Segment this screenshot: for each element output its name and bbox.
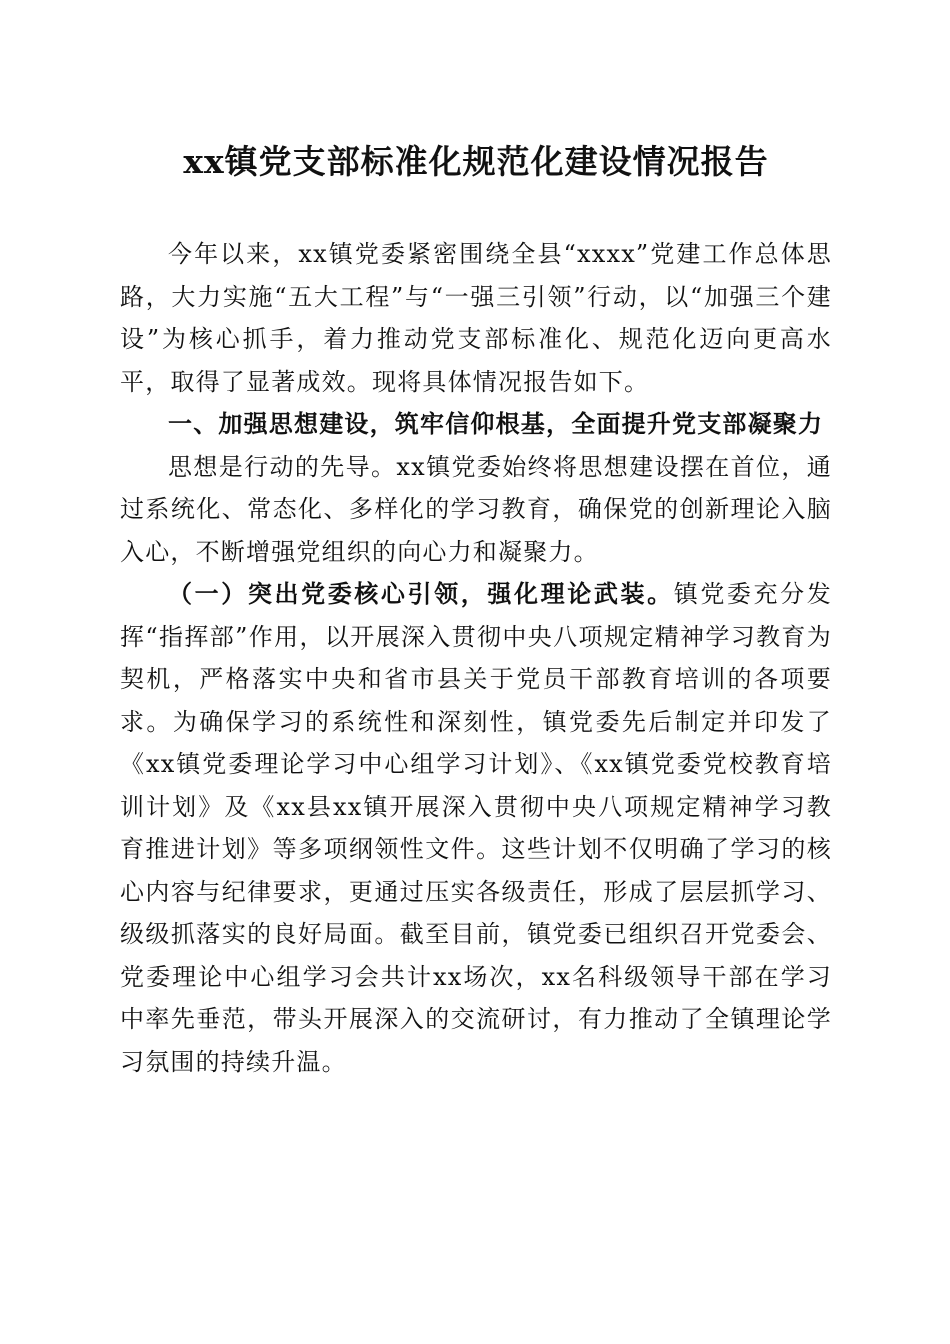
intro-paragraph: 今年以来，xx镇党委紧密围绕全县“xxxx”党建工作总体思路，大力实施“五大工程”与“一强三引领”行动，以“加强三个建设”为核心抓手，着力推动党支部标准化、规范化迈向更高水平，取得了显著成效。现将具体情况报告如下。 [120,240,832,396]
document-page [120,0,832,1344]
section-1-intro-paragraph: 思想是行动的先导。xx镇党委始终将思想建设摆在首位，通过系统化、常态化、多样化的学习教育，确保党的创新理论入脑入心，不断增强党组织的向心力和凝聚力。 [120,452,832,566]
subsection-1-heading: （一）突出党委核心引领，强化理论武装。 [168,579,674,608]
subsection-1-paragraph [120,573,832,1083]
section-1-heading: 一、加强思想建设，筑牢信仰根基，全面提升党支部凝聚力 [168,410,824,438]
document-body [120,233,832,1083]
subsection-1-body: 镇党委充分发挥“指挥部”作用，以开展深入贯彻中央八项规定精神学习教育为契机，严格落实中央和省市县关于党员干部教育培训的各项要求。为确保学习的系统性和深刻性，镇党委先后制定并印发了《xx镇党委理论学习中心组学习计划》、《xx镇党委党校教育培训计划》及《xx县xx镇开展深入贯彻中央八项规定精神学习教育推进计划》等多项纲领性文件。这些计划不仅明确了学习的核心内容与纪律要求，更通过压实各级责任，形成了层层抓学习、级级抓落实的良好局面。截至目前，镇党委已组织召开党委会、党委理论中心组学习会共计xx场次，xx名科级领导干部在学习中率先垂范，带头开展深入的交流研讨，有力推动了全镇理论学习氛围的持续升温。 [120,580,832,1076]
document-title: xx镇党支部标准化规范化建设情况报告 [183,142,769,181]
